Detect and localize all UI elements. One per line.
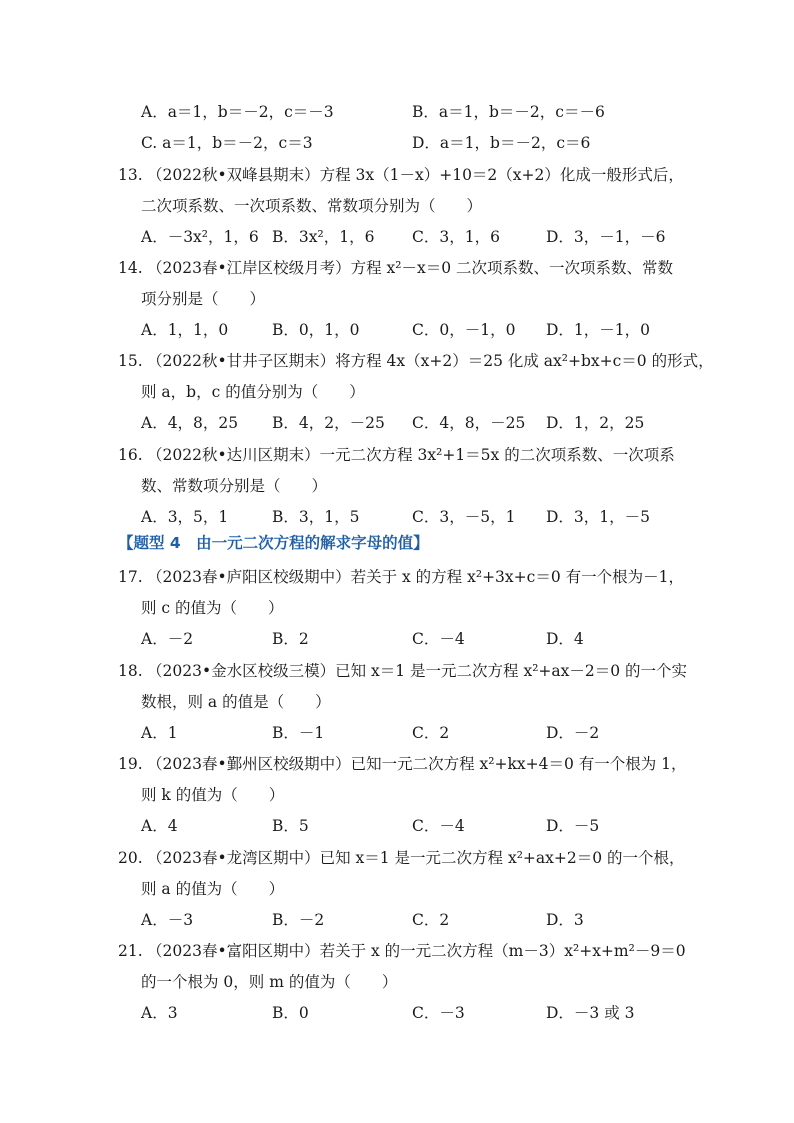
- q17-stem-line1: （2023春•庐阳区校级期中）若关于 x 的方程 x²+3x+c＝0 有一个根为－1，: [147, 568, 684, 586]
- q19-stem-line1: （2023春•鄞州区校级期中）已知一元二次方程 x²+kx+4＝0 有一个根为 1，: [147, 755, 687, 773]
- q19-stem-line2: 则 k 的值为（ ）: [141, 786, 285, 804]
- q20-option-d: D．3: [546, 911, 584, 929]
- q19-option-d: D．－5: [546, 817, 600, 835]
- q16-option-c: C．3，－5，1: [412, 508, 516, 526]
- q14-option-d: D．1，－1，0: [546, 321, 651, 339]
- q19-option-b: B．5: [272, 817, 309, 835]
- q20-option-a: A．－3: [141, 911, 194, 929]
- q15-option-d: D．1，2，25: [546, 414, 645, 432]
- q12-option-b: B．a＝1，b＝－2，c＝－6: [412, 103, 605, 121]
- q15-option-a: A．4，8，25: [141, 414, 239, 432]
- q19-option-a: A．4: [141, 817, 178, 835]
- q14-stem-line2: 项分别是（ ）: [141, 290, 266, 308]
- q21-number: 21.: [118, 942, 143, 960]
- q14-option-b: B．0，1，0: [272, 321, 360, 339]
- q18-stem-line2: 数根，则 a 的值是（ ）: [141, 693, 331, 711]
- q18-option-d: D．－2: [546, 724, 600, 742]
- q15-stem-line1: （2022秋•甘井子区期末）将方程 4x（x+2）＝25 化成 ax²+bx+c＝0 的形式，: [147, 352, 714, 370]
- q12-option-d: D．a＝1，b＝－2，c＝6: [412, 134, 591, 152]
- q16-option-a: A．3，5，1: [141, 508, 229, 526]
- q20-stem-line2: 则 a 的值为（ ）: [141, 880, 285, 898]
- q12-option-a: A．a＝1，b＝－2，c＝－3: [141, 103, 334, 121]
- q15-stem-line2: 则 a，b，c 的值分别为（ ）: [141, 383, 365, 401]
- q18-option-c: C．2: [412, 724, 450, 742]
- q14-option-a: A．1，1，0: [141, 321, 229, 339]
- q17-option-c: C．－4: [412, 630, 465, 648]
- q14-stem-line1: （2023春•江岸区校级月考）方程 x²－x＝0 二次项系数、一次项系数、常数: [147, 259, 674, 277]
- q13-stem-line2: 二次项系数、一次项系数、常数项分别为（ ）: [141, 197, 483, 215]
- q17-option-b: B．2: [272, 630, 309, 648]
- q17-option-d: D．4: [546, 630, 584, 648]
- q13-option-b: B．3x²，1，6: [272, 228, 375, 246]
- q17-option-a: A．－2: [141, 630, 194, 648]
- q18-number: 18.: [118, 662, 143, 680]
- q20-option-b: B．－2: [272, 911, 325, 929]
- q17-stem-line2: 则 c 的值为（ ）: [141, 599, 284, 617]
- q14-option-c: C．0，－1，0: [412, 321, 516, 339]
- q21-stem-line2: 的一个根为 0，则 m 的值为（ ）: [141, 973, 398, 991]
- q21-option-d: D．－3 或 3: [546, 1004, 635, 1022]
- q13-option-c: C．3，1，6: [412, 228, 500, 246]
- q15-option-c: C．4，8，－25: [412, 414, 526, 432]
- q14-number: 14.: [118, 259, 143, 277]
- q18-option-b: B．－1: [272, 724, 325, 742]
- q21-option-b: B．0: [272, 1004, 309, 1022]
- q13-stem-line1: （2022秋•双峰县期末）方程 3x（1－x）+10＝2（x+2）化成一般形式后，: [147, 166, 684, 184]
- q21-option-c: C．－3: [412, 1004, 465, 1022]
- q15-option-b: B．4，2，－25: [272, 414, 385, 432]
- section-heading: 【题型 4 由一元二次方程的解求字母的值】: [118, 534, 429, 552]
- q21-option-a: A．3: [141, 1004, 178, 1022]
- q19-option-c: C．－4: [412, 817, 465, 835]
- q19-number: 19.: [118, 755, 143, 773]
- q16-number: 16.: [118, 446, 143, 464]
- q16-option-b: B．3，1，5: [272, 508, 360, 526]
- q18-option-a: A．1: [141, 724, 178, 742]
- q12-option-c: C. a＝1，b＝－2，c＝3: [141, 134, 313, 152]
- q16-stem-line1: （2022秋•达川区期末）一元二次方程 3x²+1＝5x 的二次项系数、一次项系: [147, 446, 675, 464]
- q21-stem-line1: （2023春•富阳区期中）若关于 x 的一元二次方程（m－3）x²+x+m²－9＝0: [147, 942, 686, 960]
- q13-option-a: A．－3x²，1，6: [141, 228, 259, 246]
- q17-number: 17.: [118, 568, 143, 586]
- q16-option-d: D．3，1，－5: [546, 508, 651, 526]
- q13-number: 13.: [118, 166, 143, 184]
- q20-number: 20.: [118, 849, 143, 867]
- q20-stem-line1: （2023春•龙湾区期中）已知 x＝1 是一元二次方程 x²+ax+2＝0 的一个根，: [147, 849, 685, 867]
- q18-stem-line1: （2023•金水区校级三模）已知 x＝1 是一元二次方程 x²+ax－2＝0 的一个实: [147, 662, 688, 680]
- q13-option-d: D．3，－1，－6: [546, 228, 666, 246]
- q16-stem-line2: 数、常数项分别是（ ）: [141, 477, 328, 495]
- q15-number: 15.: [118, 352, 143, 370]
- q20-option-c: C．2: [412, 911, 450, 929]
